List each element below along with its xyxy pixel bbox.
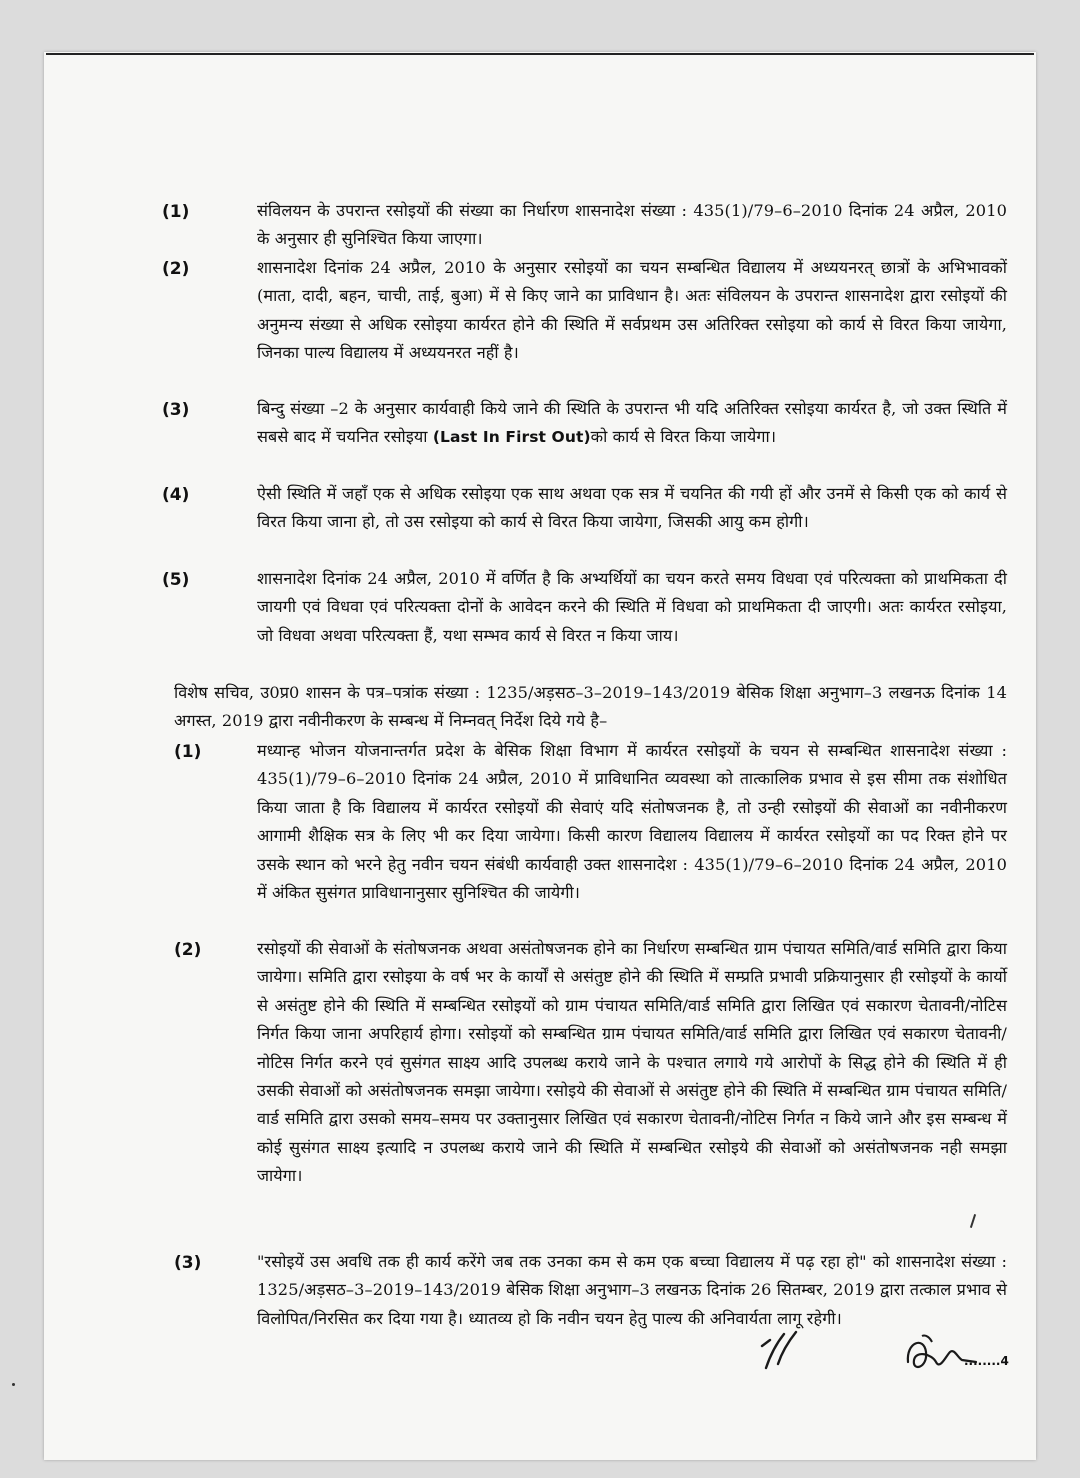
item-number: (2) <box>162 259 190 279</box>
paragraph-1-4: ऐसी स्थिति में जहाँ एक से अधिक रसोइया एक साथ अथवा एक सत्र में चयनित की गयी हों और उनमें से किसी एक को कार्य से विरत किया जाना हो, तो उस रसोइया को कार्य से विरत किया जायेगा, जिसकी आयु कम होगी। <box>257 484 1007 532</box>
paragraph-1-3 <box>257 395 1007 452</box>
paragraph-1-5: शासनादेश दिनांक 24 अप्रैल, 2010 में वर्णित है कि अभ्यर्थियों का चयन करते समय विधवा एवं परित्यक्ता को प्राथमिकता दी जायगी एवं विधवा एवं परित्यक्ता दोनों के आवेदन करने की स्थिति में विधवा को प्राथमिकता दी जाएगी। अतः कार्यरत रसोइया, जो विधवा अथवा परित्यक्ता हैं, यथा सम्भव कार्य से विरत न किया जाय। <box>257 569 1007 645</box>
item-number: (1) <box>162 202 190 222</box>
paragraph-1-1: संविलयन के उपरान्त रसोइयों की संख्या का निर्धारण शासनादेश संख्या : 435(1)/79–6–2010 दिनांक 24 अप्रैल, 2010 के अनुसार ही सुनिश्चित किया जाएगा। <box>257 201 1007 249</box>
paragraph-1-3-part-a: बिन्दु संख्या –2 के अनुसार कार्यवाही किये जाने की स्थिति के उपरान्त भी यदि अतिरिक्त रसोइया कार्यरत है, जो उक्त स्थिति में सबसे बाद में चयनित रसोइया <box>257 399 1007 447</box>
item-number: (3) <box>162 400 190 420</box>
paragraph-2-1: मध्यान्ह भोजन योजनान्तर्गत प्रदेश के बेसिक शिक्षा विभाग में कार्यरत रसोइयों के चयन से सम्बन्धित शासनादेश संख्या : 435(1)/79–6–2010 दिनांक 24 अप्रैल, 2010 में प्राविधानित व्यवस्था को तात्कालिक प्रभाव से इस सीमा तक संशोधित किया जाता है कि विद्यालय में कार्यरत रसोइयों की सेवाएं यदि संतोषजनक है, तो उन्ही रसोइयों की सेवाओं का नवीनीकरण आगामी शैक्षिक सत्र के लिए भी कर दिया जायेगा। किसी कारण विद्यालय विद्यालय में कार्यरत रसोइयों का पद रिक्त होने पर उसके स्थान को भरने हेतु नवीन चयन संबंधी कार्यवाही उक्त शासनादेश : 435(1)/79–6–2010 दिनांक 24 अप्रैल, 2010 में अंकित सुसंगत प्राविधानानुसार सुनिश्चित की जायेगी। <box>257 741 1007 903</box>
initials-signature <box>756 1328 802 1372</box>
page-top-border <box>46 53 1034 55</box>
paragraph-1-2: शासनादेश दिनांक 24 अप्रैल, 2010 के अनुसार रसोइयों का चयन सम्बन्धित विद्यालय में अध्ययनरत् छात्रों के अभिभावकों (माता, दादी, बहन, चाची, ताई, बुआ) में से किए जाने का प्राविधान है। अतः संविलयन के उपरान्त शासनादेश द्वारा रसोइयों की अनुमन्य संख्या से अधिक रसोइया कार्यरत होने की स्थिति में सर्वप्रथम उस अतिरिक्त रसोइया को कार्य से विरत किया जायेगा, जिनका पाल्य विद्यालय में अध्ययनरत नहीं है। <box>257 258 1007 363</box>
intro-paragraph: विशेष सचिव, उ0प्र0 शासन के पत्र–पत्रांक संख्या : 1235/अड़सठ–3–2019–143/2019 बेसिक शिक्षा अनुभाग–3 लखनऊ दिनांक 14 अगस्त, 2019 द्वारा नवीनीकरण के सम्बन्ध में निम्नवत् निर्देश दिये गये है– <box>174 683 1007 731</box>
paragraph-2-3: "रसोइयें उस अवधि तक ही कार्य करेंगे जब तक उनका कम से कम एक बच्चा विद्यालय में पढ़ रहा हो" को शासनादेश संख्या : 1325/अड़सठ–3–2019–143/2019 बेसिक शिक्षा अनुभाग–3 लखनऊ दिनांक 26 सितम्बर, 2019 द्वारा तत्काल प्रभाव से विलोपित/निरसित कर दिया गया है। ध्यातव्य हो कि नवीन चयन हेतु पाल्य की अनिवार्यता लागू रहेगी। <box>257 1252 1007 1328</box>
item-number: (3) <box>174 1253 202 1273</box>
item-number: (4) <box>162 485 190 505</box>
item-number: (1) <box>174 742 202 762</box>
paragraph-1-3-part-b: को कार्य से विरत किया जायेगा। <box>590 427 777 447</box>
page-number-marker: ........4 <box>964 1354 1009 1368</box>
margin-mark <box>970 1214 976 1228</box>
lifo-bold-text: (Last In First Out) <box>432 428 591 447</box>
document-page <box>44 52 1036 1460</box>
stray-mark <box>12 1383 15 1386</box>
item-number: (2) <box>174 940 202 960</box>
item-number: (5) <box>162 570 190 590</box>
paragraph-2-2: रसोइयों की सेवाओं के संतोषजनक अथवा असंतोषजनक होने का निर्धारण सम्बन्धित ग्राम पंचायत समिति/वार्ड समिति द्वारा किया जायेगा। समिति द्वारा रसोइया के वर्ष भर के कार्यों से असंतुष्ट होने की स्थिति में सम्प्रति प्रभावी प्रक्रियानुसार ही रसोइयों के कार्यो से असंतुष्ट होने की स्थिति में सम्बन्धित रसोइयों को ग्राम पंचायत समिति/वार्ड समिति द्वारा लिखित एवं सकारण चेतावनी/नोटिस निर्गत किया जाना अपरिहार्य होगा। रसोइयों को सम्बन्धित ग्राम पंचायत समिति/वार्ड समिति द्वारा लिखित एवं सकारण चेतावनी/नोटिस निर्गत करने एवं सुसंगत साक्ष्य आदि उपलब्ध कराये जाने के पश्चात लगाये गये आरोपों के सिद्ध होने की स्थिति में ही उसकी सेवाओं को असंतोषजनक समझा जायेगा। रसोइये की सेवाओं से असंतुष्ट होने की स्थिति में सम्बन्धित ग्राम पंचायत समिति/वार्ड समिति द्वारा उसको समय–समय पर उक्तानुसार लिखित एवं सकारण चेतावनी/नोटिस निर्गत न किये जाने और इस सम्बन्ध में कोई सुसंगत साक्ष्य इत्यादि न उपलब्ध कराये जाने की स्थिति में सम्बन्धित रसोइये की सेवाओं को असंतोषजनक नही समझा जायेगा। <box>257 939 1007 1186</box>
